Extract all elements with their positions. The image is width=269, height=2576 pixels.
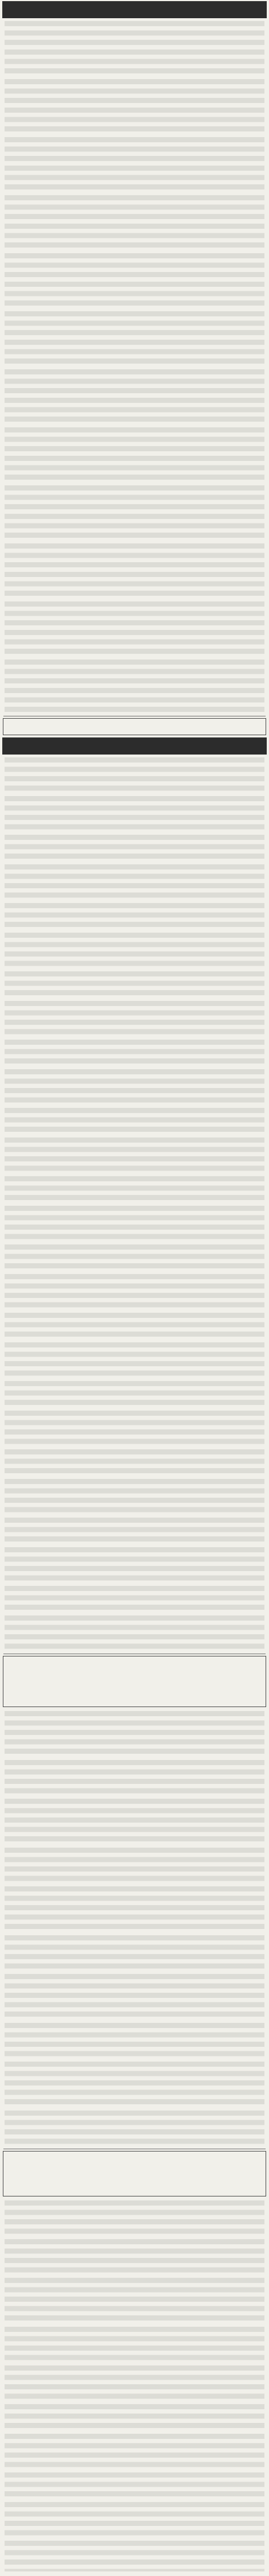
ad-text-placeholder <box>5 1274 264 1308</box>
classified-ad <box>3 600 266 627</box>
ad-text-placeholder <box>5 2278 264 2322</box>
classified-ad <box>3 2276 266 2324</box>
ad-text-placeholder <box>5 630 264 655</box>
ad-text-placeholder <box>5 1069 264 1103</box>
classified-ad <box>3 48 266 76</box>
classified-ad <box>3 368 266 395</box>
classified-ad <box>3 999 266 1037</box>
ad-text-placeholder <box>5 2541 264 2571</box>
classified-ad <box>3 454 266 483</box>
classified-ad <box>3 1311 266 1339</box>
ad-text-placeholder <box>5 601 264 625</box>
ad-text-placeholder <box>5 1001 264 1035</box>
classified-ad <box>3 1379 266 1408</box>
ad-text-placeholder <box>5 2434 264 2468</box>
ad-text-placeholder <box>5 864 264 898</box>
ad-text-placeholder <box>5 1342 264 1376</box>
classified-ad <box>3 2539 266 2573</box>
classified-ad <box>3 484 266 511</box>
classified-ad <box>3 1409 266 1446</box>
classified-ad <box>3 106 266 134</box>
classified-ad <box>3 2060 266 2108</box>
classified-ad <box>3 1797 266 1845</box>
ad-text-placeholder <box>5 796 264 830</box>
ad-text-placeholder <box>5 311 264 335</box>
classified-ad <box>3 426 266 453</box>
classified-ad <box>3 2364 266 2401</box>
classified-ad <box>3 2325 266 2363</box>
ad-text-placeholder <box>5 1848 264 1882</box>
section-header-1 <box>2 1 267 18</box>
classified-ad <box>3 1477 266 1515</box>
classified-ad <box>3 628 266 657</box>
classified-ad <box>3 164 266 192</box>
ad-text-placeholder <box>5 398 264 423</box>
classified-ad <box>3 1709 266 1757</box>
classified-ad <box>3 19 266 47</box>
classified-ad <box>3 280 266 308</box>
ad-text-placeholder <box>5 1313 264 1338</box>
ad-text-placeholder <box>5 835 264 860</box>
classified-ad <box>3 2471 266 2499</box>
classified-ad <box>3 1972 266 2020</box>
ad-text-placeholder <box>5 253 264 277</box>
ad-text-placeholder <box>5 1586 264 1611</box>
classified-ad <box>3 2021 266 2059</box>
ad-text-placeholder <box>5 485 264 509</box>
ad-text-placeholder <box>5 1206 264 1240</box>
ad-text-placeholder <box>5 1108 264 1133</box>
ad-text-placeholder <box>5 166 264 191</box>
classified-ad <box>3 901 266 930</box>
ad-text-placeholder <box>5 2365 264 2400</box>
ad-text-placeholder <box>5 79 264 103</box>
classified-ad <box>3 2500 266 2538</box>
classified-ad <box>3 1272 266 1310</box>
classified-ad <box>3 193 266 221</box>
ad-text-placeholder <box>5 543 264 567</box>
ad-text-placeholder <box>5 1799 264 1843</box>
classified-ad <box>3 863 266 900</box>
classified-ad <box>3 1038 266 1066</box>
ad-text-placeholder <box>5 1886 264 1931</box>
classified-ad <box>3 542 266 569</box>
ad-text-placeholder <box>5 340 264 365</box>
classified-ad <box>3 396 266 424</box>
classified-ad <box>3 1243 266 1271</box>
ad-text-placeholder <box>5 2111 264 2145</box>
classified-ad <box>3 1584 266 1613</box>
classified-ad <box>3 1516 266 1544</box>
classified-ad <box>3 512 266 541</box>
ad-text-placeholder <box>5 1176 264 1201</box>
ad-text-placeholder <box>5 1974 264 2018</box>
ad-text-placeholder <box>5 195 264 219</box>
ad-text-placeholder <box>5 50 264 75</box>
classified-ad <box>3 2109 266 2146</box>
classified-ad <box>3 1885 266 1932</box>
ad-text-placeholder <box>5 2502 264 2536</box>
classified-ad <box>3 1934 266 1971</box>
classified-ad <box>3 970 266 998</box>
classified-ad <box>3 1204 266 1242</box>
classified-ad <box>3 794 266 832</box>
classified-ad <box>3 310 266 337</box>
classified-ad <box>3 2199 266 2236</box>
ad-text-placeholder <box>5 21 264 45</box>
ad-text-placeholder <box>5 1040 264 1065</box>
ad-text-placeholder <box>5 2472 264 2497</box>
classified-ad <box>3 1614 266 1651</box>
classified-ad <box>3 1545 266 1583</box>
ad-text-placeholder <box>5 572 264 597</box>
ad-text-placeholder <box>5 1547 264 1581</box>
classified-ad <box>3 252 266 279</box>
classified-ad <box>3 931 266 968</box>
classified-ad <box>3 1448 266 1476</box>
ad-text-placeholder <box>5 1381 264 1406</box>
classified-ad <box>3 833 266 862</box>
ad-text-placeholder <box>5 108 264 133</box>
ad-text-placeholder <box>5 1449 264 1474</box>
ad-text-placeholder <box>5 1615 264 1650</box>
classified-ad <box>3 2432 266 2470</box>
ad-text-placeholder <box>5 1935 264 1969</box>
classified-ad <box>3 1068 266 1105</box>
ad-text-placeholder <box>5 514 264 539</box>
classified-ad <box>3 2402 266 2431</box>
classified-ad <box>3 1174 266 1203</box>
ad-text-placeholder <box>5 688 264 713</box>
classified-ad <box>3 1136 266 1173</box>
classified-ad <box>3 135 266 163</box>
ad-text-placeholder <box>5 971 264 996</box>
classified-ad <box>3 222 266 250</box>
ad-text-placeholder <box>5 1760 264 1794</box>
classified-ad <box>3 1758 266 1796</box>
classified-ad <box>3 658 266 685</box>
ad-text-placeholder <box>5 903 264 928</box>
boxed-notice <box>3 1656 266 1707</box>
ad-text-placeholder <box>5 224 264 249</box>
ad-text-placeholder <box>5 282 264 307</box>
ad-text-placeholder <box>5 427 264 451</box>
ad-text-placeholder <box>5 2062 264 2106</box>
classified-ad <box>3 1341 266 1378</box>
ad-text-placeholder <box>5 1411 264 1445</box>
ad-text-placeholder <box>5 1137 264 1172</box>
ad-text-placeholder <box>5 2239 264 2273</box>
ad-text-placeholder <box>5 137 264 161</box>
ad-text-placeholder <box>5 1244 264 1270</box>
ad-text-placeholder <box>5 660 264 683</box>
classified-ad <box>3 1846 266 1883</box>
classified-ad <box>3 756 266 793</box>
ad-text-placeholder <box>5 1479 264 1513</box>
ad-text-placeholder <box>5 757 264 792</box>
classified-ad <box>3 686 266 715</box>
classified-ad <box>3 570 266 599</box>
ad-text-placeholder <box>5 2200 264 2235</box>
ad-text-placeholder <box>5 933 264 967</box>
ad-text-placeholder <box>5 456 264 481</box>
ad-text-placeholder <box>5 1518 264 1543</box>
section-header-2 <box>2 737 267 755</box>
ad-text-placeholder <box>5 2404 264 2429</box>
boxed-notice <box>3 2151 266 2196</box>
boxed-notice <box>3 718 266 735</box>
classified-ad <box>3 77 266 105</box>
ad-text-placeholder <box>5 2023 264 2057</box>
classified-ad <box>3 2237 266 2275</box>
classified-ad <box>3 338 266 366</box>
ad-text-placeholder <box>5 1711 264 1755</box>
classified-ad <box>3 1106 266 1135</box>
ad-text-placeholder <box>5 2327 264 2361</box>
ad-text-placeholder <box>5 369 264 393</box>
